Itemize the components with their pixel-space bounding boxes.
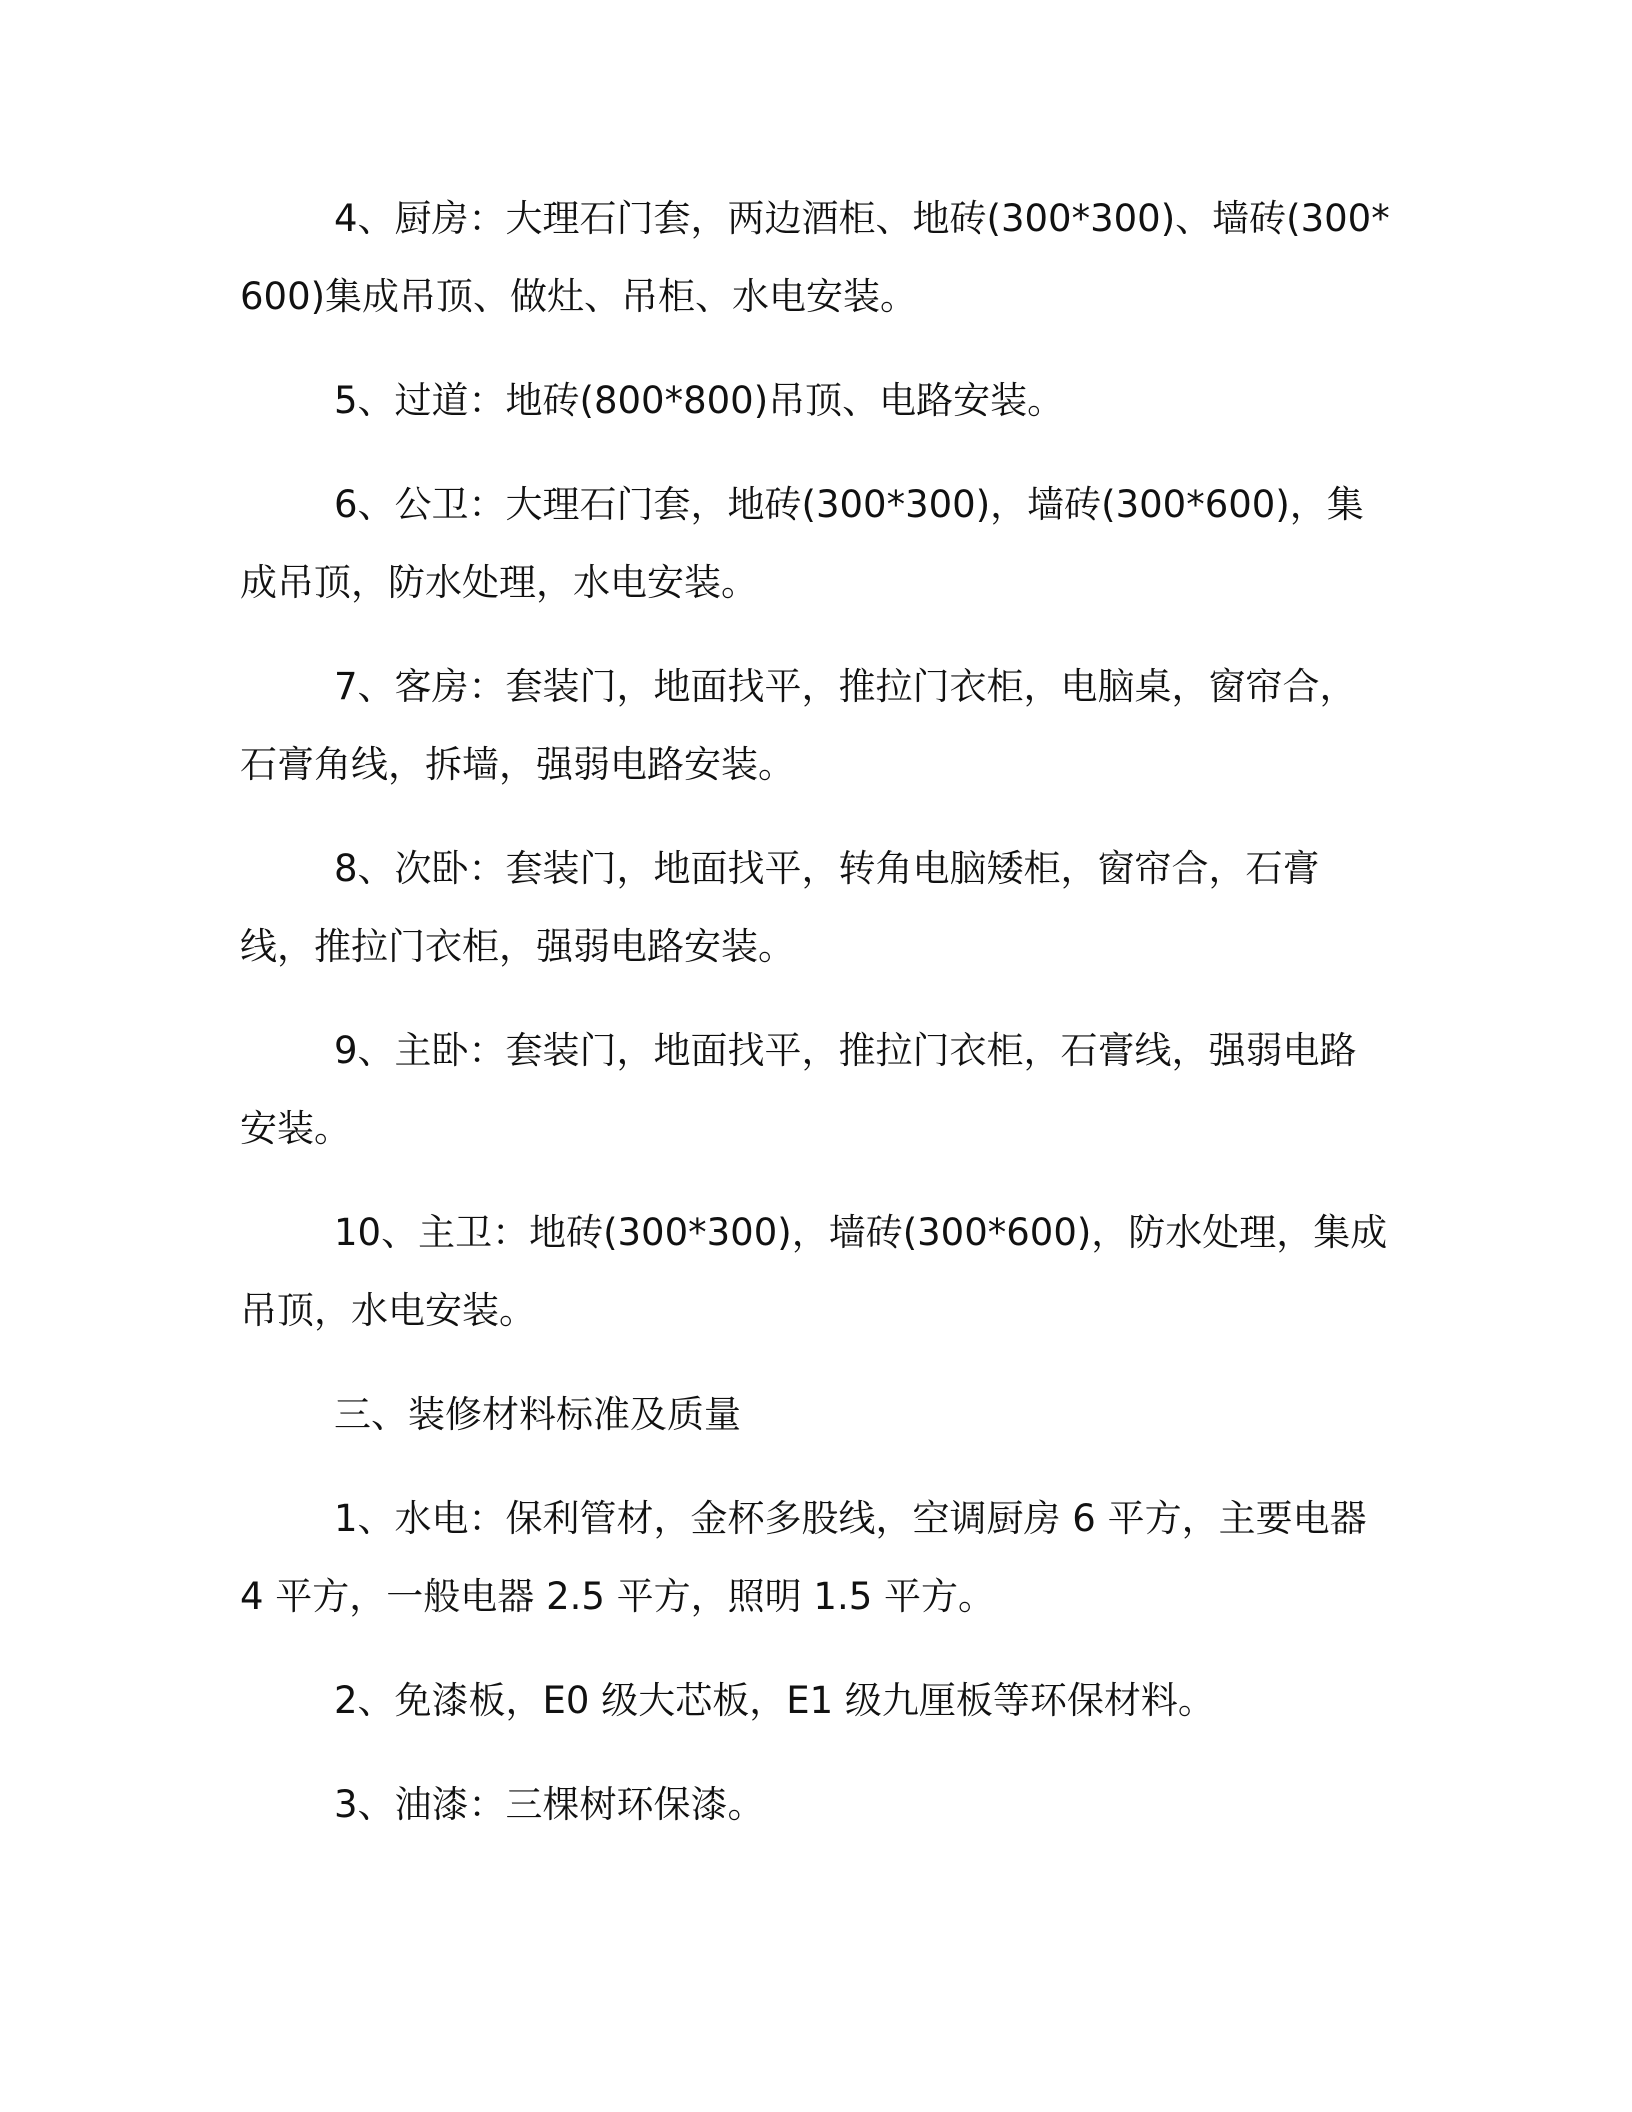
paragraph-public-bathroom: 6、公卫：大理石门套，地砖(300*300)，墙砖(300*600)，集成吊顶，防水处理，水电安装。 <box>240 483 1364 604</box>
paragraph-kitchen: 4、厨房：大理石门套，两边酒柜、地砖(300*300)、墙砖(300*600)集成吊顶、做灶、吊柜、水电安装。 <box>240 197 1390 318</box>
material-item-boards: 2、免漆板，E0 级大芯板，E1 级九厘板等环保材料。 <box>334 1679 1215 1722</box>
paragraph-master-bedroom: 9、主卧：套装门，地面找平，推拉门衣柜，石膏线，强弱电路安装。 <box>240 1029 1357 1150</box>
paragraph-second-bedroom: 8、次卧：套装门，地面找平，转角电脑矮柜，窗帘合，石膏线，推拉门衣柜，强弱电路安装。 <box>240 847 1320 968</box>
document-body <box>240 180 1390 1870</box>
section-heading: 三、装修材料标准及质量 <box>334 1393 741 1436</box>
paragraph-guest-room: 7、客房：套装门，地面找平，推拉门衣柜，电脑桌，窗帘合，石膏角线，拆墙，强弱电路安装。 <box>240 665 1357 786</box>
paragraph-master-bathroom: 10、主卫：地砖(300*300)，墙砖(300*600)，防水处理，集成吊顶，水电安装。 <box>240 1211 1388 1332</box>
material-item-paint: 3、油漆：三棵树环保漆。 <box>334 1783 765 1826</box>
material-item-plumbing-electrical: 1、水电：保利管材，金杯多股线，空调厨房 6 平方，主要电器 4 平方，一般电器 2.5 平方，照明 1.5 平方。 <box>240 1497 1367 1618</box>
paragraph-hallway: 5、过道：地砖(800*800)吊顶、电路安装。 <box>334 379 1065 422</box>
